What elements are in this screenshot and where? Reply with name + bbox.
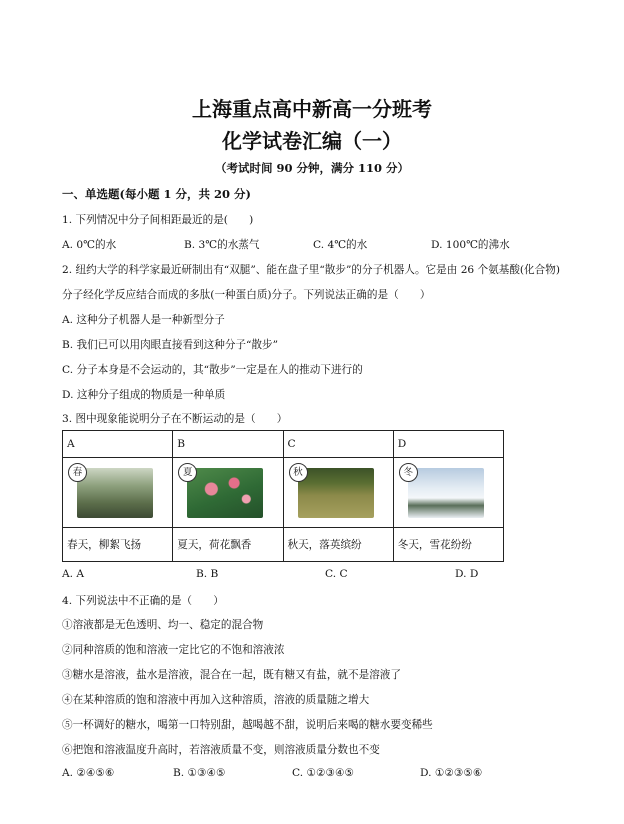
option-d: D. D	[455, 568, 479, 580]
table-header-c: C	[283, 431, 393, 458]
table-image-cell-a	[63, 458, 173, 528]
seal-autumn: 秋	[289, 463, 308, 482]
exam-info: （考试时间 90 分钟，满分 110 分）	[214, 161, 410, 175]
statement-2: ②同种溶质的饱和溶液一定比它的不饱和溶液浓	[62, 644, 285, 656]
table-caption-d: 冬天，雪花纷纷	[393, 528, 503, 562]
option-d: D. 这种分子组成的物质是一种单质	[62, 389, 226, 401]
option-c: C. 分子本身是不会运动的，其“散步”一定是在人的推动下进行的	[62, 364, 363, 376]
table-image-cell-c	[283, 458, 393, 528]
option-b: B. B	[196, 568, 219, 580]
statement-4: ④在某种溶质的饱和溶液中再加入这种溶质，溶液的质量随之增大	[62, 694, 370, 706]
question-stem: 3. 图中现象能说明分子在不断运动的是（ ）	[62, 413, 288, 425]
statement-3: ③糖水是溶液，盐水是溶液，混合在一起，既有糖又有盐，就不是溶液了	[62, 669, 401, 681]
statement-5: ⑤一杯调好的糖水，喝第一口特别甜，越喝越不甜，说明后来喝的糖水要变稀些	[62, 719, 433, 731]
option-a: A. 0℃的水	[62, 239, 117, 251]
option-c: C. 4℃的水	[313, 239, 368, 251]
table-caption-c: 秋天，落英缤纷	[283, 528, 393, 562]
page-subtitle: 化学试卷汇编（一）	[222, 129, 402, 153]
option-d: D. 100℃的沸水	[431, 239, 510, 251]
question-stem: 4. 下列说法中不正确的是（ ）	[62, 595, 224, 607]
lotus-photo-icon	[182, 466, 263, 518]
question-stem-line-2: 分子经化学反应结合而成的多肽(一种蛋白质)分子。下列说法正确的是（ ）	[62, 289, 431, 301]
seal-summer: 夏	[178, 463, 197, 482]
fallen-leaves-photo-icon	[293, 466, 374, 518]
table-header-b: B	[173, 431, 283, 458]
option-c: C. C	[325, 568, 348, 580]
option-a: A. A	[62, 568, 85, 580]
seal-spring: 春	[68, 463, 87, 482]
option-a: A. 这种分子机器人是一种新型分子	[62, 314, 225, 326]
question-stem: 1. 下列情况中分子间相距最近的是( )	[62, 214, 254, 226]
option-b: B. 3℃的水蒸气	[184, 239, 260, 251]
section-heading: 一、单选题(每小题 1 分，共 20 分)	[62, 187, 251, 201]
option-c: C. ①②③④⑤	[292, 767, 354, 779]
option-b: B. 我们已可以用肉眼直接看到这种分子“散步”	[62, 339, 279, 351]
table-image-cell-b	[173, 458, 283, 528]
table-caption-b: 夏天，荷花飘香	[173, 528, 283, 562]
table-header-d: D	[393, 431, 503, 458]
page-title: 上海重点高中新高一分班考	[192, 97, 432, 121]
table-header-a: A	[63, 431, 173, 458]
image-table	[62, 430, 504, 562]
option-a: A. ②④⑤⑥	[62, 767, 115, 779]
question-stem-line-1: 2. 纽约大学的科学家最近研制出有“双腿”、能在盘子里“散步”的分子机器人。它是由 26 个氨基酸(化合物)	[62, 264, 560, 276]
option-d: D. ①②③⑤⑥	[420, 767, 483, 779]
snowy-trees-photo-icon	[403, 466, 484, 518]
table-caption-a: 春天，柳絮飞扬	[63, 528, 173, 562]
statement-6: ⑥把饱和溶液温度升高时，若溶液质量不变，则溶液质量分数也不变	[62, 744, 380, 756]
seal-winter: 冬	[399, 463, 418, 482]
statement-1: ①溶液都是无色透明、均一、稳定的混合物	[62, 619, 264, 631]
option-b: B. ①③④⑤	[173, 767, 226, 779]
table-image-cell-d	[393, 458, 503, 528]
willow-photo-icon	[72, 466, 153, 518]
